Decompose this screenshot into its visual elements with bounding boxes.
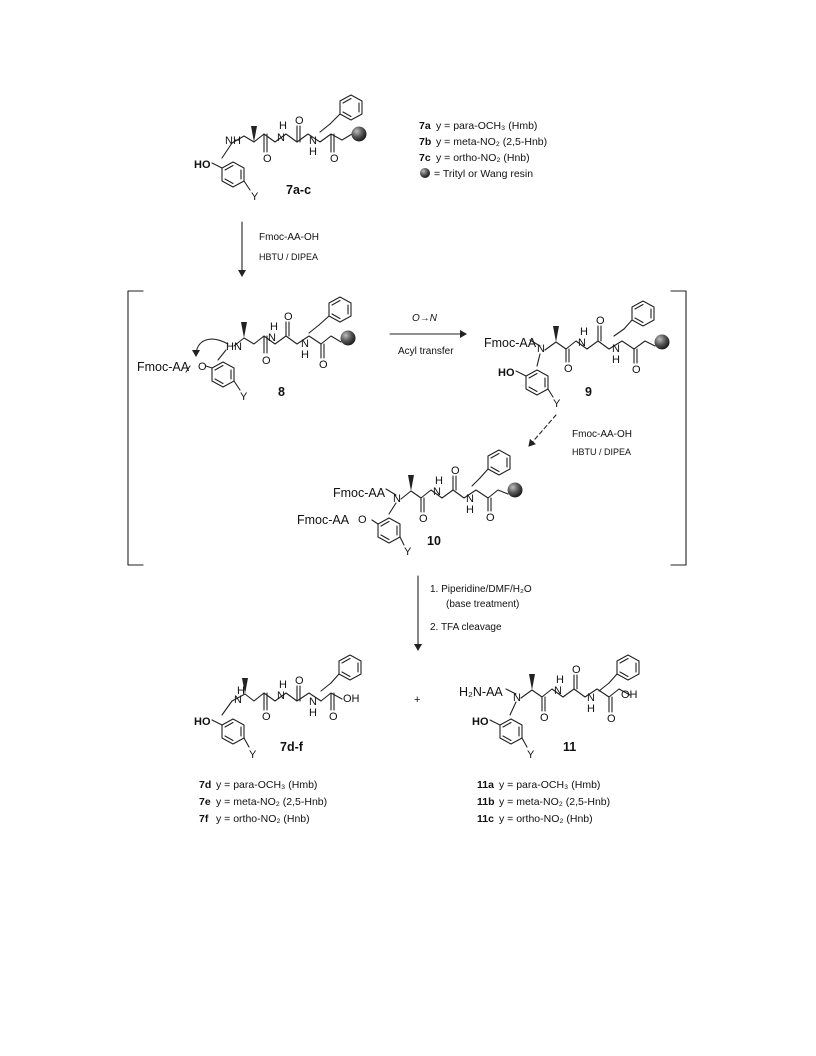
reagent-transfer-bottom: Acyl transfer [398,346,454,357]
reagent-step1: Fmoc-AA-OH [259,232,319,243]
label-oh: OH [621,689,638,701]
label-ho: HO [498,367,515,379]
label-h: H [309,707,317,719]
label-y: Y [527,749,535,761]
label-n: N [537,343,545,355]
label-h: H [301,349,309,361]
legend-text: y = para-OCH₃ (Hmb) [499,779,601,791]
label-y: Y [251,191,259,203]
reagent-step3-note: (base treatment) [446,599,520,610]
compound-label-7d-f: 7d-f [280,740,303,754]
label-n: N [277,132,285,144]
label-n: N [466,493,474,505]
label-n: N [268,332,276,344]
label-o: O [198,361,207,373]
label-n: N [301,338,309,350]
label-o: O [284,311,293,323]
legend-id: 11b [477,796,495,808]
compound-label-7a-c: 7a-c [286,183,312,197]
label-o: O [486,512,495,524]
legend-id: 7e [199,796,211,808]
label-o: O [262,355,271,367]
label-n: N [578,337,586,349]
label-n: N [277,690,285,702]
reagent-step2: Fmoc-AA-OH [572,429,632,440]
label-h: H [309,146,317,158]
label-o: O [262,711,271,723]
resin-bead-icon [352,127,367,142]
label-h: H [587,703,595,715]
label-o: O [263,153,272,165]
legend-top [419,120,547,180]
reagent-step3-1: 1. Piperidine/DMF/H₂O [430,584,532,595]
label-h: H [237,685,245,697]
label-n: N [554,685,562,697]
label-fmoc-aa: Fmoc-AA [333,486,386,500]
label-fmoc-aa: Fmoc-AA [484,336,537,350]
label-n: N [612,343,620,355]
label-n: N [309,135,317,147]
label-h: H [435,475,443,487]
label-o: O [540,712,549,724]
legend-text: y = ortho-NO₂ (Hnb) [216,813,310,825]
label-h2n-aa: H₂N-AA [459,685,503,699]
label-h: H [279,679,287,691]
label-o: O [419,513,428,525]
label-n: N [513,692,521,704]
label-o: O [319,359,328,371]
compound-label-11: 11 [563,740,577,754]
label-o: O [329,711,338,723]
label-o: O [330,153,339,165]
label-n: N [433,486,441,498]
legend-id: 7f [199,813,209,825]
resin-bead-icon [341,331,356,346]
resin-bead-icon [655,335,670,350]
label-ho: HO [194,716,211,728]
label-o: O [295,675,304,687]
reagent-step2-coupling: HBTU / DIPEA [572,447,632,457]
label-hn: HN [226,341,242,353]
label-n: N [234,694,242,706]
label-h: H [466,504,474,516]
label-h: H [612,354,620,366]
label-y: Y [404,546,412,558]
label-n: N [309,696,317,708]
legend-text: y = ortho-NO₂ (Hnb) [436,152,530,164]
legend-text: y = meta-NO₂ (2,5-Hnb) [216,796,328,808]
legend-id: 7b [419,136,432,148]
legend-text: y = para-OCH₃ (Hmb) [216,779,318,791]
resin-bead-icon [508,483,523,498]
reagent-transfer-top: O→N [412,313,437,324]
label-h: H [556,674,564,686]
legend-id: 11c [477,813,494,825]
legend-id: 7d [199,779,212,791]
label-o: O [596,315,605,327]
label-o: O [564,363,573,375]
compound-label-9: 9 [585,385,592,399]
label-h: H [270,321,278,333]
label-fmoc-aa: Fmoc-AA [137,360,190,374]
label-y: Y [249,749,257,761]
legend-7d-f [199,779,327,825]
label-oh: OH [343,693,360,705]
legend-text: y = meta-NO₂ (2,5-Hnb) [436,136,548,148]
label-h: H [279,120,287,132]
label-n: N [587,692,595,704]
label-fmoc-aa: Fmoc-AA [297,513,350,527]
label-n: N [393,493,401,505]
label-ho: HO [472,716,489,728]
resin-bead-icon [420,168,430,178]
legend-text: y = para-OCH₃ (Hmb) [436,120,538,132]
label-o: O [572,664,581,676]
label-o: O [607,713,616,725]
label-o: O [358,514,367,526]
label-ho: HO [194,159,211,171]
label-h: H [580,326,588,338]
legend-id: 11a [477,779,494,791]
bracket-left [128,291,143,565]
label-y: Y [553,398,561,410]
legend-id: 7a [419,120,431,132]
compound-label-10: 10 [427,534,441,548]
legend-text: = Trityl or Wang resin [434,168,534,180]
label-o: O [451,465,460,477]
bracket-right [671,291,686,565]
reagent-step3-2: 2. TFA cleavage [430,622,502,633]
legend-id: 7c [419,152,431,164]
reagent-step1-coupling: HBTU / DIPEA [259,252,319,262]
reaction-arrow-dashed [529,415,556,446]
legend-11 [477,779,610,825]
label-y: Y [240,391,248,403]
label-o: O [632,364,641,376]
legend-text: y = ortho-NO₂ (Hnb) [499,813,593,825]
label-nh: NH [225,135,241,147]
legend-text: y = meta-NO₂ (2,5-Hnb) [499,796,611,808]
compound-label-8: 8 [278,385,285,399]
label-o: O [295,115,304,127]
plus-sign: + [414,694,421,706]
